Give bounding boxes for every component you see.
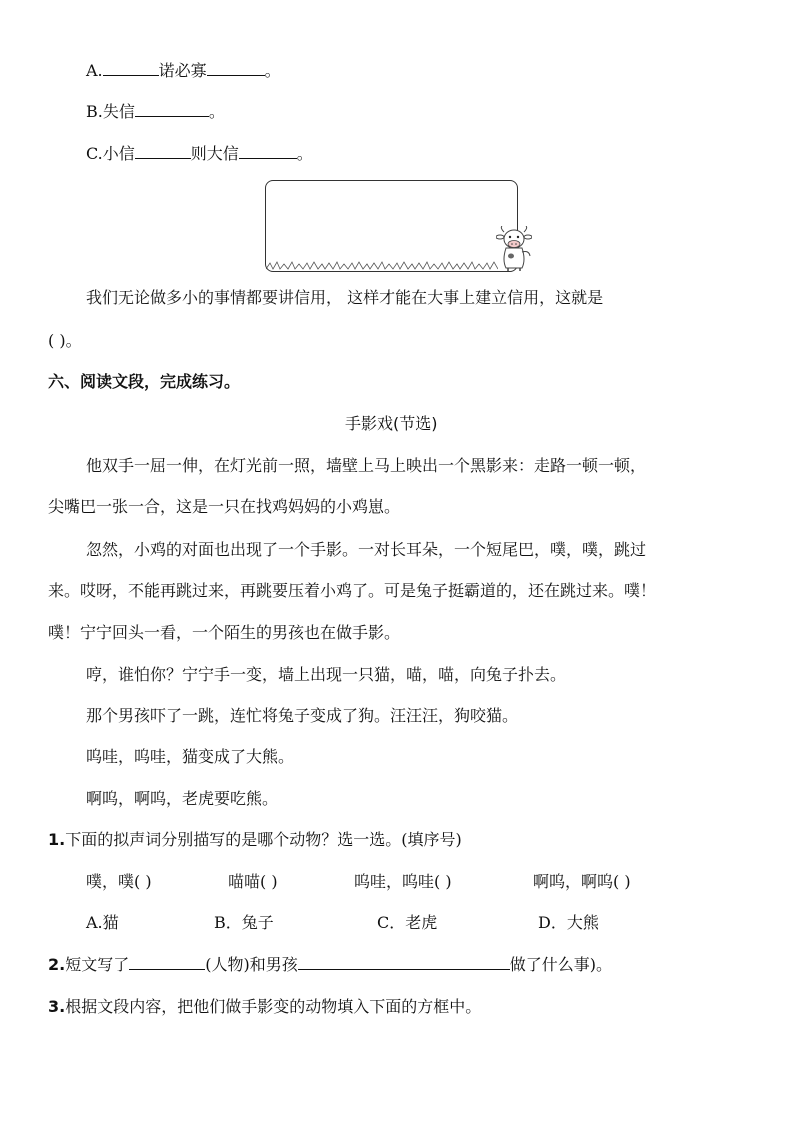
- q2-text-a: 短文写了: [65, 955, 130, 974]
- blank-input[interactable]: [239, 143, 297, 159]
- idiom-a-prefix: A.: [86, 61, 103, 80]
- question-number: 3.: [48, 997, 66, 1016]
- paragraph-line: 忽然，小鸡的对面也出现了一个手影。一对长耳朵，一个短尾巴，噗，噗，跳过: [86, 540, 647, 559]
- blank-input[interactable]: [103, 60, 159, 76]
- section-heading: 六、阅读文段，完成练习。: [48, 372, 241, 391]
- q1-item[interactable]: 呜哇，呜哇( ): [354, 872, 452, 891]
- question-number: 1.: [48, 830, 66, 849]
- paragraph-line: 呜哇，呜哇，猫变成了大熊。: [86, 747, 295, 766]
- story-title: 手影戏(节选): [345, 414, 438, 433]
- q1-item[interactable]: 啊呜，啊呜( ): [533, 872, 631, 891]
- paragraph-line: 他双手一屈一伸，在灯光前一照，墙壁上马上映出一个黑影来：走路一顿一顿，: [86, 456, 647, 475]
- q1-option: C．老虎: [377, 913, 438, 932]
- blank-input[interactable]: [298, 954, 510, 970]
- paragraph-line: 来。哎呀，不能再跳过来，再跳要压着小鸡了。可是兔子挺霸道的，还在跳过来。噗！: [48, 581, 657, 600]
- period: 。: [296, 144, 313, 163]
- blank-input[interactable]: [207, 60, 265, 76]
- idiom-b-prefix: B.失信: [86, 102, 135, 121]
- question-3: [48, 996, 481, 1018]
- idiom-a-mid: 诺必寡: [158, 61, 207, 80]
- cow-mascot-icon: [496, 226, 532, 272]
- period: 。: [208, 102, 225, 121]
- idiom-c-prefix: C.小信: [86, 144, 135, 163]
- question-text: 下面的拟声词分别描写的是哪个动物？选一选。(填序号): [65, 830, 462, 849]
- idiom-a: [86, 60, 281, 82]
- idiom-b: [86, 101, 225, 123]
- question-1: [48, 829, 462, 851]
- paragraph-line: 哼，谁怕你？宁宁手一变，墙上出现一只猫，喵，喵，向兔子扑去。: [86, 665, 567, 684]
- q1-option: D．大熊: [538, 913, 599, 932]
- idiom-c: [86, 143, 313, 165]
- grass-decoration: [266, 258, 498, 270]
- paragraph-line: 尖嘴巴一张一合，这是一只在找鸡妈妈的小鸡崽。: [48, 497, 401, 516]
- blank-input[interactable]: [129, 954, 205, 970]
- period: 。: [264, 61, 281, 80]
- paragraph-line: 那个男孩吓了一跳，连忙将兔子变成了狗。汪汪汪，狗咬猫。: [86, 706, 519, 725]
- q1-item[interactable]: 噗，噗( ): [86, 872, 152, 891]
- question-number: 2.: [48, 955, 66, 974]
- q1-option: A.猫: [86, 913, 119, 932]
- question-text: 根据文段内容，把他们做手影变的动物填入下面的方框中。: [65, 997, 482, 1016]
- fill-sentence-line1: 我们无论做多小的事情都要讲信用， 这样才能在大事上建立信用，这就是: [86, 288, 604, 307]
- blank-input[interactable]: [135, 101, 209, 117]
- q1-item[interactable]: 喵喵( ): [228, 872, 278, 891]
- question-2: [48, 954, 612, 976]
- fill-sentence-line2: ( )。: [48, 331, 82, 350]
- blank-input[interactable]: [135, 143, 191, 159]
- q1-option: B．兔子: [214, 913, 274, 932]
- idiom-c-mid: 则大信: [190, 144, 239, 163]
- q2-text-c: 做了什么事)。: [509, 955, 612, 974]
- q2-text-b: (人物)和男孩: [205, 955, 298, 974]
- paragraph-line: 噗！宁宁回头一看，一个陌生的男孩也在做手影。: [48, 623, 401, 642]
- paragraph-line: 啊呜，啊呜，老虎要吃熊。: [86, 789, 279, 808]
